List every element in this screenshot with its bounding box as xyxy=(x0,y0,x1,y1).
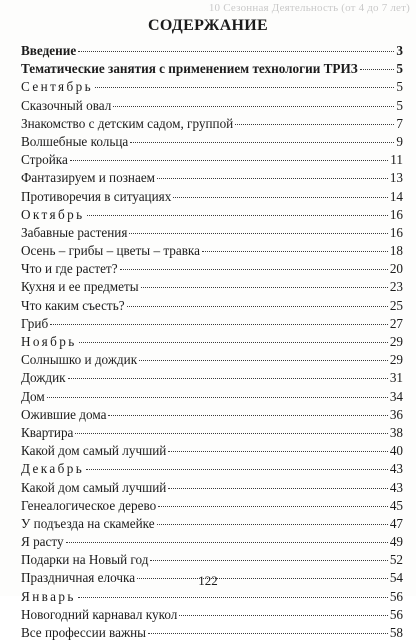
toc-entry-title: Праздничная елочка xyxy=(21,570,136,586)
dot-leader xyxy=(68,378,388,379)
page-number: 122 xyxy=(198,573,218,588)
toc-entry-page: 36 xyxy=(389,406,403,422)
toc-entry xyxy=(21,442,403,460)
toc-entry-title: Сентябрь xyxy=(21,79,94,95)
toc-entry-page: 16 xyxy=(389,206,403,222)
toc-entry-title: Январь xyxy=(21,588,76,604)
dot-leader xyxy=(130,142,394,143)
dot-leader xyxy=(148,633,388,634)
dot-leader xyxy=(129,233,387,234)
toc-entry xyxy=(21,206,403,224)
toc-entry-page: 5 xyxy=(396,79,403,95)
dot-leader xyxy=(150,560,387,561)
toc-entry-page: 31 xyxy=(389,370,403,386)
toc-entry-title: Что и где растет? xyxy=(21,261,118,277)
dot-leader xyxy=(78,597,388,598)
toc-entry-title: У подъезда на скамейке xyxy=(21,515,155,531)
toc-entry xyxy=(21,278,403,296)
toc-entry-title: Какой дом самый лучший xyxy=(21,443,167,459)
toc-entry xyxy=(21,260,403,278)
toc-entry-title: Осень – грибы – цветы – травка xyxy=(21,243,200,259)
toc-entry-page: 54 xyxy=(389,570,403,586)
toc-entry-page: 27 xyxy=(389,315,403,331)
dot-leader xyxy=(168,488,387,489)
toc-entry-page: 52 xyxy=(389,552,403,568)
dot-leader xyxy=(141,287,388,288)
toc-entry-title: Знакомство с детским садом, группой xyxy=(21,115,234,131)
toc-entry-page: 40 xyxy=(389,443,403,459)
toc-entry-title: Дом xyxy=(21,388,45,404)
dot-leader xyxy=(158,506,388,507)
dot-leader xyxy=(179,615,387,616)
toc-entry xyxy=(21,333,403,351)
toc-entry-title: Новогодний карнавал кукол xyxy=(21,606,178,622)
dot-leader xyxy=(66,542,388,543)
toc-entry-title: Все профессии важны xyxy=(21,625,146,640)
toc-entry-title: Генеалогическое дерево xyxy=(21,497,157,513)
toc-entry xyxy=(21,115,403,133)
toc-entry-page: 7 xyxy=(396,115,403,131)
bleed-through-text: 10 Сезонная Деятельность (от 4 до 7 лет) xyxy=(208,2,410,14)
toc-entry-title: Что каким съесть? xyxy=(21,297,125,313)
toc-entry-title: Ноябрь xyxy=(21,334,77,349)
toc-entry-title: Фантазируем и познаем xyxy=(21,170,156,186)
toc-entry-title: Волшебные кольца xyxy=(21,133,129,149)
toc-entry-title: Подарки на Новый год xyxy=(21,552,149,568)
toc-entry-title: Забавные растения xyxy=(21,224,128,240)
toc-entry xyxy=(21,188,403,206)
toc-entry xyxy=(21,151,403,169)
dot-leader xyxy=(235,124,394,125)
dot-leader xyxy=(50,324,388,325)
toc-entry-title: Ожившие дома xyxy=(21,406,107,422)
toc-entry xyxy=(21,169,403,187)
dot-leader xyxy=(87,215,388,216)
toc-entry-title: Я расту xyxy=(21,534,64,550)
toc-entry-page: 56 xyxy=(389,588,403,604)
toc-entry-page: 20 xyxy=(389,261,403,277)
dot-leader xyxy=(75,433,387,434)
toc-entry xyxy=(21,588,403,606)
toc-entry xyxy=(21,497,403,515)
dot-leader xyxy=(47,397,388,398)
dot-leader xyxy=(139,360,388,361)
dot-leader xyxy=(79,342,388,343)
toc-entry-page: 25 xyxy=(389,297,403,313)
toc-entry xyxy=(21,351,403,369)
toc-entry-page: 34 xyxy=(389,388,403,404)
toc-entry-title: Стройка xyxy=(21,152,68,168)
dot-leader xyxy=(78,51,394,52)
dot-leader xyxy=(168,451,387,452)
toc-entry-page: 23 xyxy=(389,279,403,295)
toc-entry xyxy=(21,624,403,642)
dot-leader xyxy=(120,269,388,270)
toc-entry xyxy=(21,133,403,151)
toc-entry xyxy=(21,406,403,424)
toc-entry-page: 9 xyxy=(396,133,403,149)
toc-entry-title: Октябрь xyxy=(21,206,85,222)
toc-entry xyxy=(21,424,403,442)
toc-entry-page: 11 xyxy=(390,152,403,168)
toc-entry-page: 5 xyxy=(396,61,403,77)
toc-entry-page: 14 xyxy=(389,188,403,204)
toc-entry-page: 29 xyxy=(389,352,403,368)
toc-entry xyxy=(21,60,403,78)
page-title: СОДЕРЖАНИЕ xyxy=(147,17,269,34)
toc-entry-page: 58 xyxy=(389,625,403,640)
table-of-contents xyxy=(21,42,403,642)
toc-entry-title: Гриб xyxy=(21,315,49,331)
toc-entry-title: Какой дом самый лучший xyxy=(21,479,167,495)
toc-entry-title: Противоречия в ситуациях xyxy=(21,188,172,204)
dot-leader xyxy=(157,178,388,179)
dot-leader xyxy=(157,524,388,525)
toc-entry xyxy=(21,515,403,533)
toc-entry-title: Декабрь xyxy=(21,461,85,477)
toc-entry-page: 18 xyxy=(389,243,403,259)
dot-leader xyxy=(70,160,388,161)
toc-entry xyxy=(21,297,403,315)
toc-entry-page: 29 xyxy=(389,334,403,349)
dot-leader xyxy=(173,197,387,198)
toc-entry-page: 13 xyxy=(389,170,403,186)
toc-entry-page: 43 xyxy=(389,461,403,477)
dot-leader xyxy=(108,415,387,416)
toc-entry xyxy=(21,606,403,624)
toc-entry-page: 47 xyxy=(389,515,403,531)
toc-entry-title: Сказочный овал xyxy=(21,97,112,113)
toc-entry xyxy=(21,551,403,569)
toc-entry-page: 49 xyxy=(389,534,403,550)
toc-entry-title: Введение xyxy=(21,43,77,58)
toc-entry xyxy=(21,369,403,387)
dot-leader xyxy=(202,251,388,252)
dot-leader xyxy=(113,106,394,107)
dot-leader xyxy=(86,469,388,470)
toc-entry-title: Солнышко и дождик xyxy=(21,352,138,368)
toc-entry xyxy=(21,97,403,115)
dot-leader xyxy=(95,87,394,88)
toc-entry xyxy=(21,388,403,406)
dot-leader xyxy=(127,306,388,307)
toc-entry-page: 16 xyxy=(389,224,403,240)
toc-entry xyxy=(21,224,403,242)
toc-entry xyxy=(21,460,403,478)
toc-entry-title: Дождик xyxy=(21,370,66,386)
toc-entry-page: 38 xyxy=(389,424,403,440)
toc-entry-title: Кухня и ее предметы xyxy=(21,279,139,295)
toc-entry-page: 45 xyxy=(389,497,403,513)
toc-entry-page: 5 xyxy=(396,97,403,113)
dot-leader xyxy=(360,69,395,70)
toc-entry xyxy=(21,42,403,60)
toc-entry-title: Тематические занятия с применением технологии ТРИЗ xyxy=(21,61,358,77)
toc-entry xyxy=(21,533,403,551)
toc-entry-page: 56 xyxy=(389,606,403,622)
toc-entry xyxy=(21,78,403,96)
toc-entry xyxy=(21,242,403,260)
toc-entry-title: Квартира xyxy=(21,424,74,440)
toc-entry xyxy=(21,315,403,333)
toc-entry-page: 3 xyxy=(396,43,403,58)
toc-entry xyxy=(21,479,403,497)
toc-entry-page: 43 xyxy=(389,479,403,495)
